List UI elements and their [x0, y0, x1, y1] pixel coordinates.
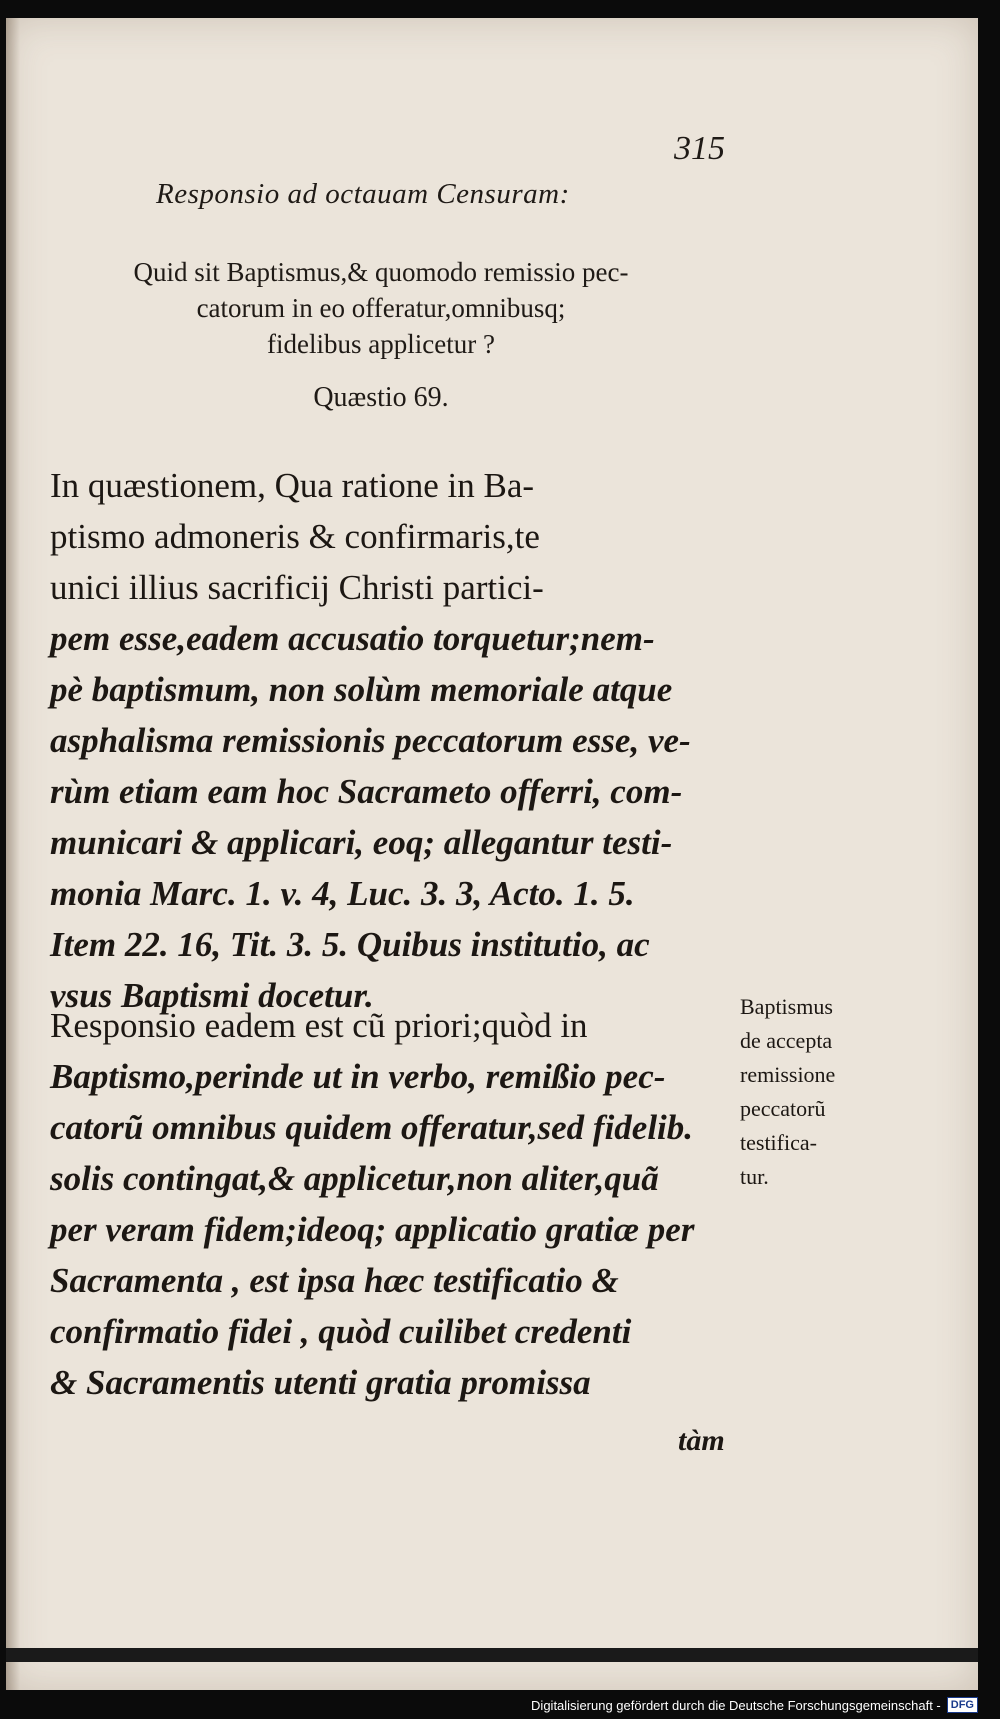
question-number: Quæstio 69. — [313, 382, 449, 413]
text-line: Baptismo,perinde ut in verbo, remißio pec- — [50, 1057, 666, 1096]
question-title-line: fidelibus applicetur ? — [267, 329, 495, 359]
running-head: Responsio ad octauam Censuram: — [156, 178, 570, 210]
margin-note-line: Baptismus — [740, 994, 833, 1019]
text-line: ptismo admoneris & confirmaris,te — [50, 517, 540, 556]
text-line: pem esse,eadem accusatio torquetur;nem- — [50, 619, 655, 658]
text-line: In quæstionem, Qua ratione in Ba- — [50, 466, 535, 505]
book-page — [6, 18, 978, 1690]
text-line: confirmatio fidei , quòd cuilibet credenti — [50, 1312, 632, 1351]
text-line: pè baptismum, non solùm memoriale atque — [50, 670, 673, 709]
margin-note-line: de accepta — [740, 1028, 833, 1053]
paragraph-2 — [50, 1000, 740, 1408]
text-line: rùm etiam eam hoc Sacrameto offerri, com- — [50, 772, 683, 811]
page-number: 315 — [674, 130, 725, 167]
catchword: tàm — [678, 1424, 725, 1457]
page-edge-shadow — [6, 18, 20, 1690]
question-title-line: Quid sit Baptismus,& quomodo remissio pec- — [133, 257, 629, 287]
question-title-line: catorum in eo offeratur,omnibusq; — [196, 293, 566, 323]
text-line: unici illius sacrificij Christi partici- — [50, 568, 544, 607]
text-line: & Sacramentis utenti gratia promissa — [50, 1363, 591, 1402]
text-line: asphalisma remissionis peccatorum esse, ve- — [50, 721, 691, 760]
text-line: Item 22. 16, Tit. 3. 5. Quibus institutio, ac — [50, 925, 650, 964]
text-line: Responsio eadem est cũ priori;quòd in — [50, 1006, 588, 1045]
text-line: solis contingat,& applicetur,non aliter,quã — [50, 1159, 659, 1198]
margin-note-line: testifica- — [740, 1130, 817, 1155]
margin-note-line: remissione — [740, 1062, 836, 1087]
text-line: Sacramenta , est ipsa hæc testificatio & — [50, 1261, 619, 1300]
paragraph-1 — [50, 460, 740, 1021]
text-line: monia Marc. 1. v. 4, Luc. 3. 3, Acto. 1. 5. — [50, 874, 635, 913]
text-line: municari & applicari, eoq; allegantur testi- — [50, 823, 673, 862]
margin-note-line: tur. — [740, 1164, 769, 1189]
page-bottom-edge — [6, 1648, 978, 1662]
text-line: per veram fidem;ideoq; applicatio gratiæ per — [50, 1210, 695, 1249]
digitization-footer — [531, 1695, 978, 1715]
margin-note-line: peccatorũ — [740, 1096, 826, 1121]
question-title — [66, 254, 696, 362]
footer-text: Digitalisierung gefördert durch die Deutsche Forschungsgemeinschaft - — [531, 1697, 941, 1713]
margin-note — [740, 990, 890, 1194]
text-line: catorũ omnibus quidem offeratur,sed fidelib. — [50, 1108, 694, 1147]
text-line: vsus Baptismi docetur. — [50, 976, 374, 1015]
dfg-logo-icon: DFG — [947, 1697, 978, 1713]
